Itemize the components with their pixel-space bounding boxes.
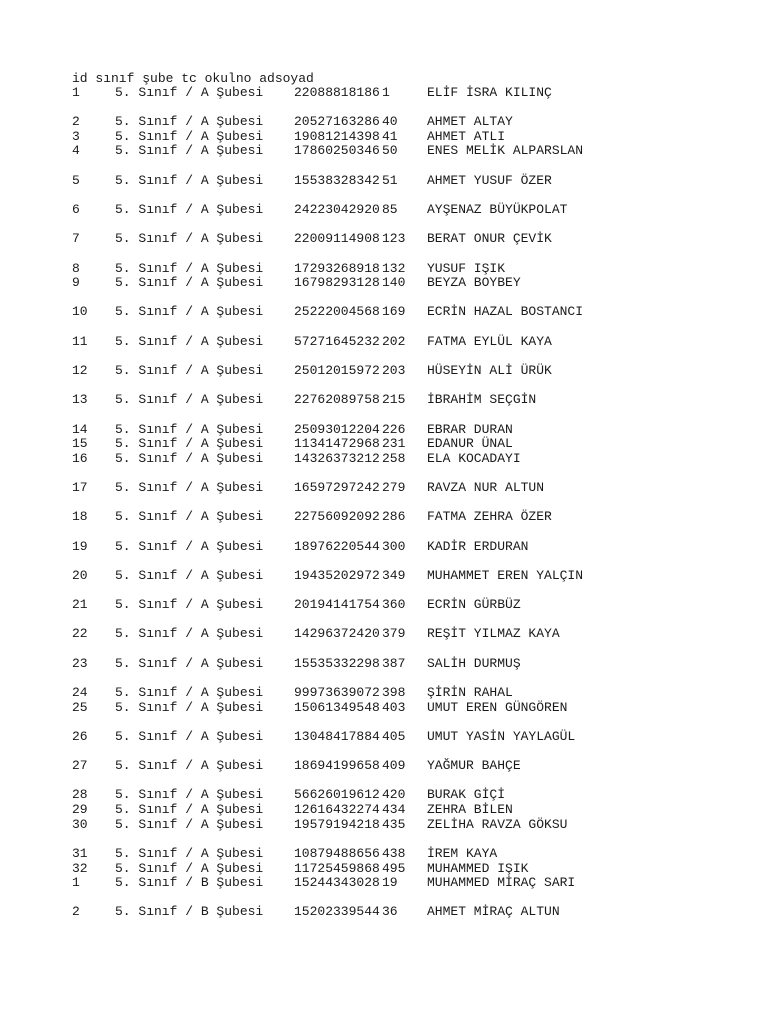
row-tc: 19081214398 <box>294 128 380 144</box>
row-tc: 11725459868 <box>294 860 380 876</box>
student-row <box>72 876 712 891</box>
row-tc: 25093012204 <box>294 421 380 437</box>
row-tc: 24223042920 <box>294 202 380 218</box>
row-tc: 57271645232 <box>294 333 380 349</box>
row-full-name: BURAK GİÇİ <box>427 787 506 803</box>
student-row <box>72 452 712 467</box>
row-id: 28 <box>72 787 88 803</box>
row-school-number: 41 <box>382 128 398 144</box>
row-class: 5. Sınıf / A Şubesi <box>115 172 264 188</box>
student-row <box>72 818 712 833</box>
row-class: 5. Sınıf / A Şubesi <box>115 845 264 861</box>
row-class: 5. Sınıf / A Şubesi <box>115 860 264 876</box>
row-class: 5. Sınıf / A Şubesi <box>115 509 264 525</box>
row-full-name: ELİF İSRA KILINÇ <box>427 85 552 100</box>
row-id: 3 <box>72 128 80 144</box>
row-full-name: HÜSEYİN ALİ ÜRÜK <box>427 363 552 379</box>
row-tc: 15061349548 <box>294 699 380 715</box>
row-class: 5. Sınıf / B Şubesi <box>115 904 264 920</box>
row-tc: 19579194218 <box>294 816 380 832</box>
row-tc: 15244343028 <box>294 875 380 891</box>
row-full-name: MUHAMMED IŞIK <box>427 860 529 876</box>
student-row <box>72 423 712 438</box>
row-full-name: FATMA EYLÜL KAYA <box>427 333 552 349</box>
row-tc: 19435202972 <box>294 567 380 583</box>
row-id: 2 <box>72 114 80 130</box>
row-school-number: 349 <box>382 567 406 583</box>
row-tc: 18694199658 <box>294 758 380 774</box>
row-school-number: 435 <box>382 816 406 832</box>
row-full-name: UMUT EREN GÜNGÖREN <box>427 699 568 715</box>
row-id: 14 <box>72 421 88 437</box>
row-class: 5. Sınıf / A Şubesi <box>115 802 264 818</box>
row-class: 5. Sınıf / A Şubesi <box>115 699 264 715</box>
row-school-number: 495 <box>382 860 406 876</box>
row-school-number: 398 <box>382 685 406 701</box>
row-school-number: 169 <box>382 304 406 320</box>
row-school-number: 403 <box>382 699 406 715</box>
row-tc: 22009114908 <box>294 231 380 247</box>
student-row <box>72 862 712 877</box>
row-id: 12 <box>72 363 88 379</box>
student-row <box>72 905 712 920</box>
row-id: 32 <box>72 860 88 876</box>
row-id: 10 <box>72 304 88 320</box>
student-row <box>72 437 712 452</box>
row-school-number: 50 <box>382 143 398 159</box>
student-row <box>72 335 712 350</box>
student-row <box>72 393 712 408</box>
student-row <box>72 86 712 101</box>
row-school-number: 286 <box>382 509 406 525</box>
row-school-number: 36 <box>382 904 398 920</box>
student-row <box>72 788 712 803</box>
column-header-line: id sınıf şube tc okulno adsoyad <box>72 71 314 86</box>
row-id: 2 <box>72 904 80 920</box>
row-tc: 15538328342 <box>294 172 380 188</box>
student-row <box>72 305 712 320</box>
row-class: 5. Sınıf / A Şubesi <box>115 436 264 452</box>
row-full-name: REŞİT YILMAZ KAYA <box>427 626 560 642</box>
row-class: 5. Sınıf / A Şubesi <box>115 787 264 803</box>
row-class: 5. Sınıf / A Şubesi <box>115 538 264 554</box>
row-class: 5. Sınıf / A Şubesi <box>115 626 264 642</box>
row-id: 11 <box>72 333 88 349</box>
row-class: 5. Sınıf / A Şubesi <box>115 655 264 671</box>
row-full-name: AHMET ATLI <box>427 128 506 144</box>
row-tc: 16597297242 <box>294 480 380 496</box>
row-full-name: AHMET ALTAY <box>427 114 513 130</box>
student-row <box>72 540 712 555</box>
student-row <box>72 174 712 189</box>
row-id: 15 <box>72 436 88 452</box>
row-tc: 17860250346 <box>294 143 380 159</box>
row-school-number: 420 <box>382 787 406 803</box>
row-full-name: AHMET YUSUF ÖZER <box>427 172 552 188</box>
row-school-number: 202 <box>382 333 406 349</box>
row-id: 17 <box>72 480 88 496</box>
row-id: 18 <box>72 509 88 525</box>
row-id: 1 <box>72 85 80 100</box>
row-full-name: ECRİN GÜRBÜZ <box>427 597 521 613</box>
row-tc: 14326373212 <box>294 450 380 466</box>
row-class: 5. Sınıf / A Şubesi <box>115 304 264 320</box>
row-id: 16 <box>72 450 88 466</box>
row-id: 24 <box>72 685 88 701</box>
row-full-name: FATMA ZEHRA ÖZER <box>427 509 552 525</box>
row-full-name: EBRAR DURAN <box>427 421 513 437</box>
student-row <box>72 686 712 701</box>
row-id: 9 <box>72 275 80 291</box>
row-id: 21 <box>72 597 88 613</box>
row-id: 31 <box>72 845 88 861</box>
student-row <box>72 481 712 496</box>
row-tc: 22762089758 <box>294 392 380 408</box>
row-full-name: BEYZA BOYBEY <box>427 275 521 291</box>
student-row <box>72 627 712 642</box>
row-full-name: ENES MELİK ALPARSLAN <box>427 143 584 159</box>
row-tc: 15535332298 <box>294 655 380 671</box>
row-id: 30 <box>72 816 88 832</box>
row-school-number: 215 <box>382 392 406 408</box>
row-id: 25 <box>72 699 88 715</box>
row-full-name: YAĞMUR BAHÇE <box>427 758 521 774</box>
student-row <box>72 232 712 247</box>
student-row <box>72 364 712 379</box>
row-class: 5. Sınıf / A Şubesi <box>115 143 264 159</box>
row-full-name: EDANUR ÜNAL <box>427 436 513 452</box>
row-class: 5. Sınıf / A Şubesi <box>115 85 264 100</box>
row-school-number: 231 <box>382 436 406 452</box>
row-class: 5. Sınıf / A Şubesi <box>115 333 264 349</box>
row-school-number: 85 <box>382 202 398 218</box>
row-id: 20 <box>72 567 88 583</box>
row-school-number: 379 <box>382 626 406 642</box>
row-full-name: MUHAMMED MİRAÇ SARI <box>427 875 576 891</box>
row-class: 5. Sınıf / B Şubesi <box>115 875 264 891</box>
row-full-name: ŞİRİN RAHAL <box>427 685 513 701</box>
row-class: 5. Sınıf / A Şubesi <box>115 816 264 832</box>
student-row <box>72 276 712 291</box>
row-id: 6 <box>72 202 80 218</box>
row-class: 5. Sınıf / A Şubesi <box>115 421 264 437</box>
row-tc: 17293268918 <box>294 260 380 276</box>
row-school-number: 258 <box>382 450 406 466</box>
student-row <box>72 657 712 672</box>
row-full-name: ECRİN HAZAL BOSTANCI <box>427 304 584 320</box>
row-school-number: 279 <box>382 480 406 496</box>
row-full-name: YUSUF IŞIK <box>427 260 506 276</box>
row-full-name: SALİH DURMUŞ <box>427 655 521 671</box>
student-row <box>72 203 712 218</box>
row-id: 19 <box>72 538 88 554</box>
student-row <box>72 115 712 130</box>
student-row <box>72 130 712 145</box>
student-row <box>72 847 712 862</box>
row-class: 5. Sınıf / A Şubesi <box>115 567 264 583</box>
row-tc: 25012015972 <box>294 363 380 379</box>
row-id: 1 <box>72 875 80 891</box>
row-school-number: 1 <box>382 85 390 100</box>
row-id: 8 <box>72 260 80 276</box>
row-id: 26 <box>72 728 88 744</box>
row-school-number: 387 <box>382 655 406 671</box>
row-id: 7 <box>72 231 80 247</box>
row-id: 4 <box>72 143 80 159</box>
row-class: 5. Sınıf / A Şubesi <box>115 114 264 130</box>
row-tc: 12616432274 <box>294 802 380 818</box>
row-tc: 56626019612 <box>294 787 380 803</box>
row-tc: 10879488656 <box>294 845 380 861</box>
row-class: 5. Sınıf / A Şubesi <box>115 202 264 218</box>
student-row <box>72 598 712 613</box>
row-class: 5. Sınıf / A Şubesi <box>115 597 264 613</box>
row-school-number: 40 <box>382 114 398 130</box>
student-row <box>72 569 712 584</box>
row-class: 5. Sınıf / A Şubesi <box>115 728 264 744</box>
student-row <box>72 730 712 745</box>
row-id: 23 <box>72 655 88 671</box>
row-id: 22 <box>72 626 88 642</box>
row-tc: 13048417884 <box>294 728 380 744</box>
row-class: 5. Sınıf / A Şubesi <box>115 685 264 701</box>
row-tc: 11341472968 <box>294 436 380 452</box>
row-school-number: 360 <box>382 597 406 613</box>
row-id: 29 <box>72 802 88 818</box>
row-id: 13 <box>72 392 88 408</box>
row-tc: 14296372420 <box>294 626 380 642</box>
row-class: 5. Sınıf / A Şubesi <box>115 758 264 774</box>
row-class: 5. Sınıf / A Şubesi <box>115 231 264 247</box>
row-tc: 18976220544 <box>294 538 380 554</box>
row-school-number: 409 <box>382 758 406 774</box>
row-tc: 99973639072 <box>294 685 380 701</box>
row-full-name: RAVZA NUR ALTUN <box>427 480 545 496</box>
row-id: 27 <box>72 758 88 774</box>
row-full-name: KADİR ERDURAN <box>427 538 529 554</box>
row-tc: 22088818186 <box>294 85 380 100</box>
row-school-number: 140 <box>382 275 406 291</box>
row-class: 5. Sınıf / A Şubesi <box>115 480 264 496</box>
row-id: 5 <box>72 172 80 188</box>
row-full-name: ELA KOCADAYI <box>427 450 521 466</box>
student-row <box>72 759 712 774</box>
row-tc: 20527163286 <box>294 114 380 130</box>
row-class: 5. Sınıf / A Şubesi <box>115 363 264 379</box>
row-tc: 15202339544 <box>294 904 380 920</box>
row-school-number: 132 <box>382 260 406 276</box>
row-class: 5. Sınıf / A Şubesi <box>115 392 264 408</box>
student-list-document <box>72 71 712 920</box>
row-full-name: ZEHRA BİLEN <box>427 802 513 818</box>
row-full-name: UMUT YASİN YAYLAGÜL <box>427 728 576 744</box>
row-full-name: İREM KAYA <box>427 845 498 861</box>
row-full-name: MUHAMMET EREN YALÇIN <box>427 567 584 583</box>
student-row <box>72 803 712 818</box>
row-tc: 20194141754 <box>294 597 380 613</box>
row-class: 5. Sınıf / A Şubesi <box>115 275 264 291</box>
student-row <box>72 144 712 159</box>
student-rows <box>72 86 712 920</box>
student-row <box>72 510 712 525</box>
row-full-name: AHMET MİRAÇ ALTUN <box>427 904 560 920</box>
row-class: 5. Sınıf / A Şubesi <box>115 450 264 466</box>
row-school-number: 123 <box>382 231 406 247</box>
row-school-number: 226 <box>382 421 406 437</box>
row-school-number: 203 <box>382 363 406 379</box>
row-full-name: BERAT ONUR ÇEVİK <box>427 231 552 247</box>
row-tc: 16798293128 <box>294 275 380 291</box>
row-school-number: 300 <box>382 538 406 554</box>
row-full-name: AYŞENAZ BÜYÜKPOLAT <box>427 202 568 218</box>
row-school-number: 51 <box>382 172 398 188</box>
row-tc: 22756092092 <box>294 509 380 525</box>
row-full-name: ZELİHA RAVZA GÖKSU <box>427 816 568 832</box>
row-class: 5. Sınıf / A Şubesi <box>115 128 264 144</box>
student-row <box>72 262 712 277</box>
row-school-number: 438 <box>382 845 406 861</box>
row-school-number: 405 <box>382 728 406 744</box>
row-class: 5. Sınıf / A Şubesi <box>115 260 264 276</box>
row-full-name: İBRAHİM SEÇGİN <box>427 392 537 408</box>
row-tc: 25222004568 <box>294 304 380 320</box>
row-school-number: 19 <box>382 875 398 891</box>
row-school-number: 434 <box>382 802 406 818</box>
student-row <box>72 701 712 716</box>
